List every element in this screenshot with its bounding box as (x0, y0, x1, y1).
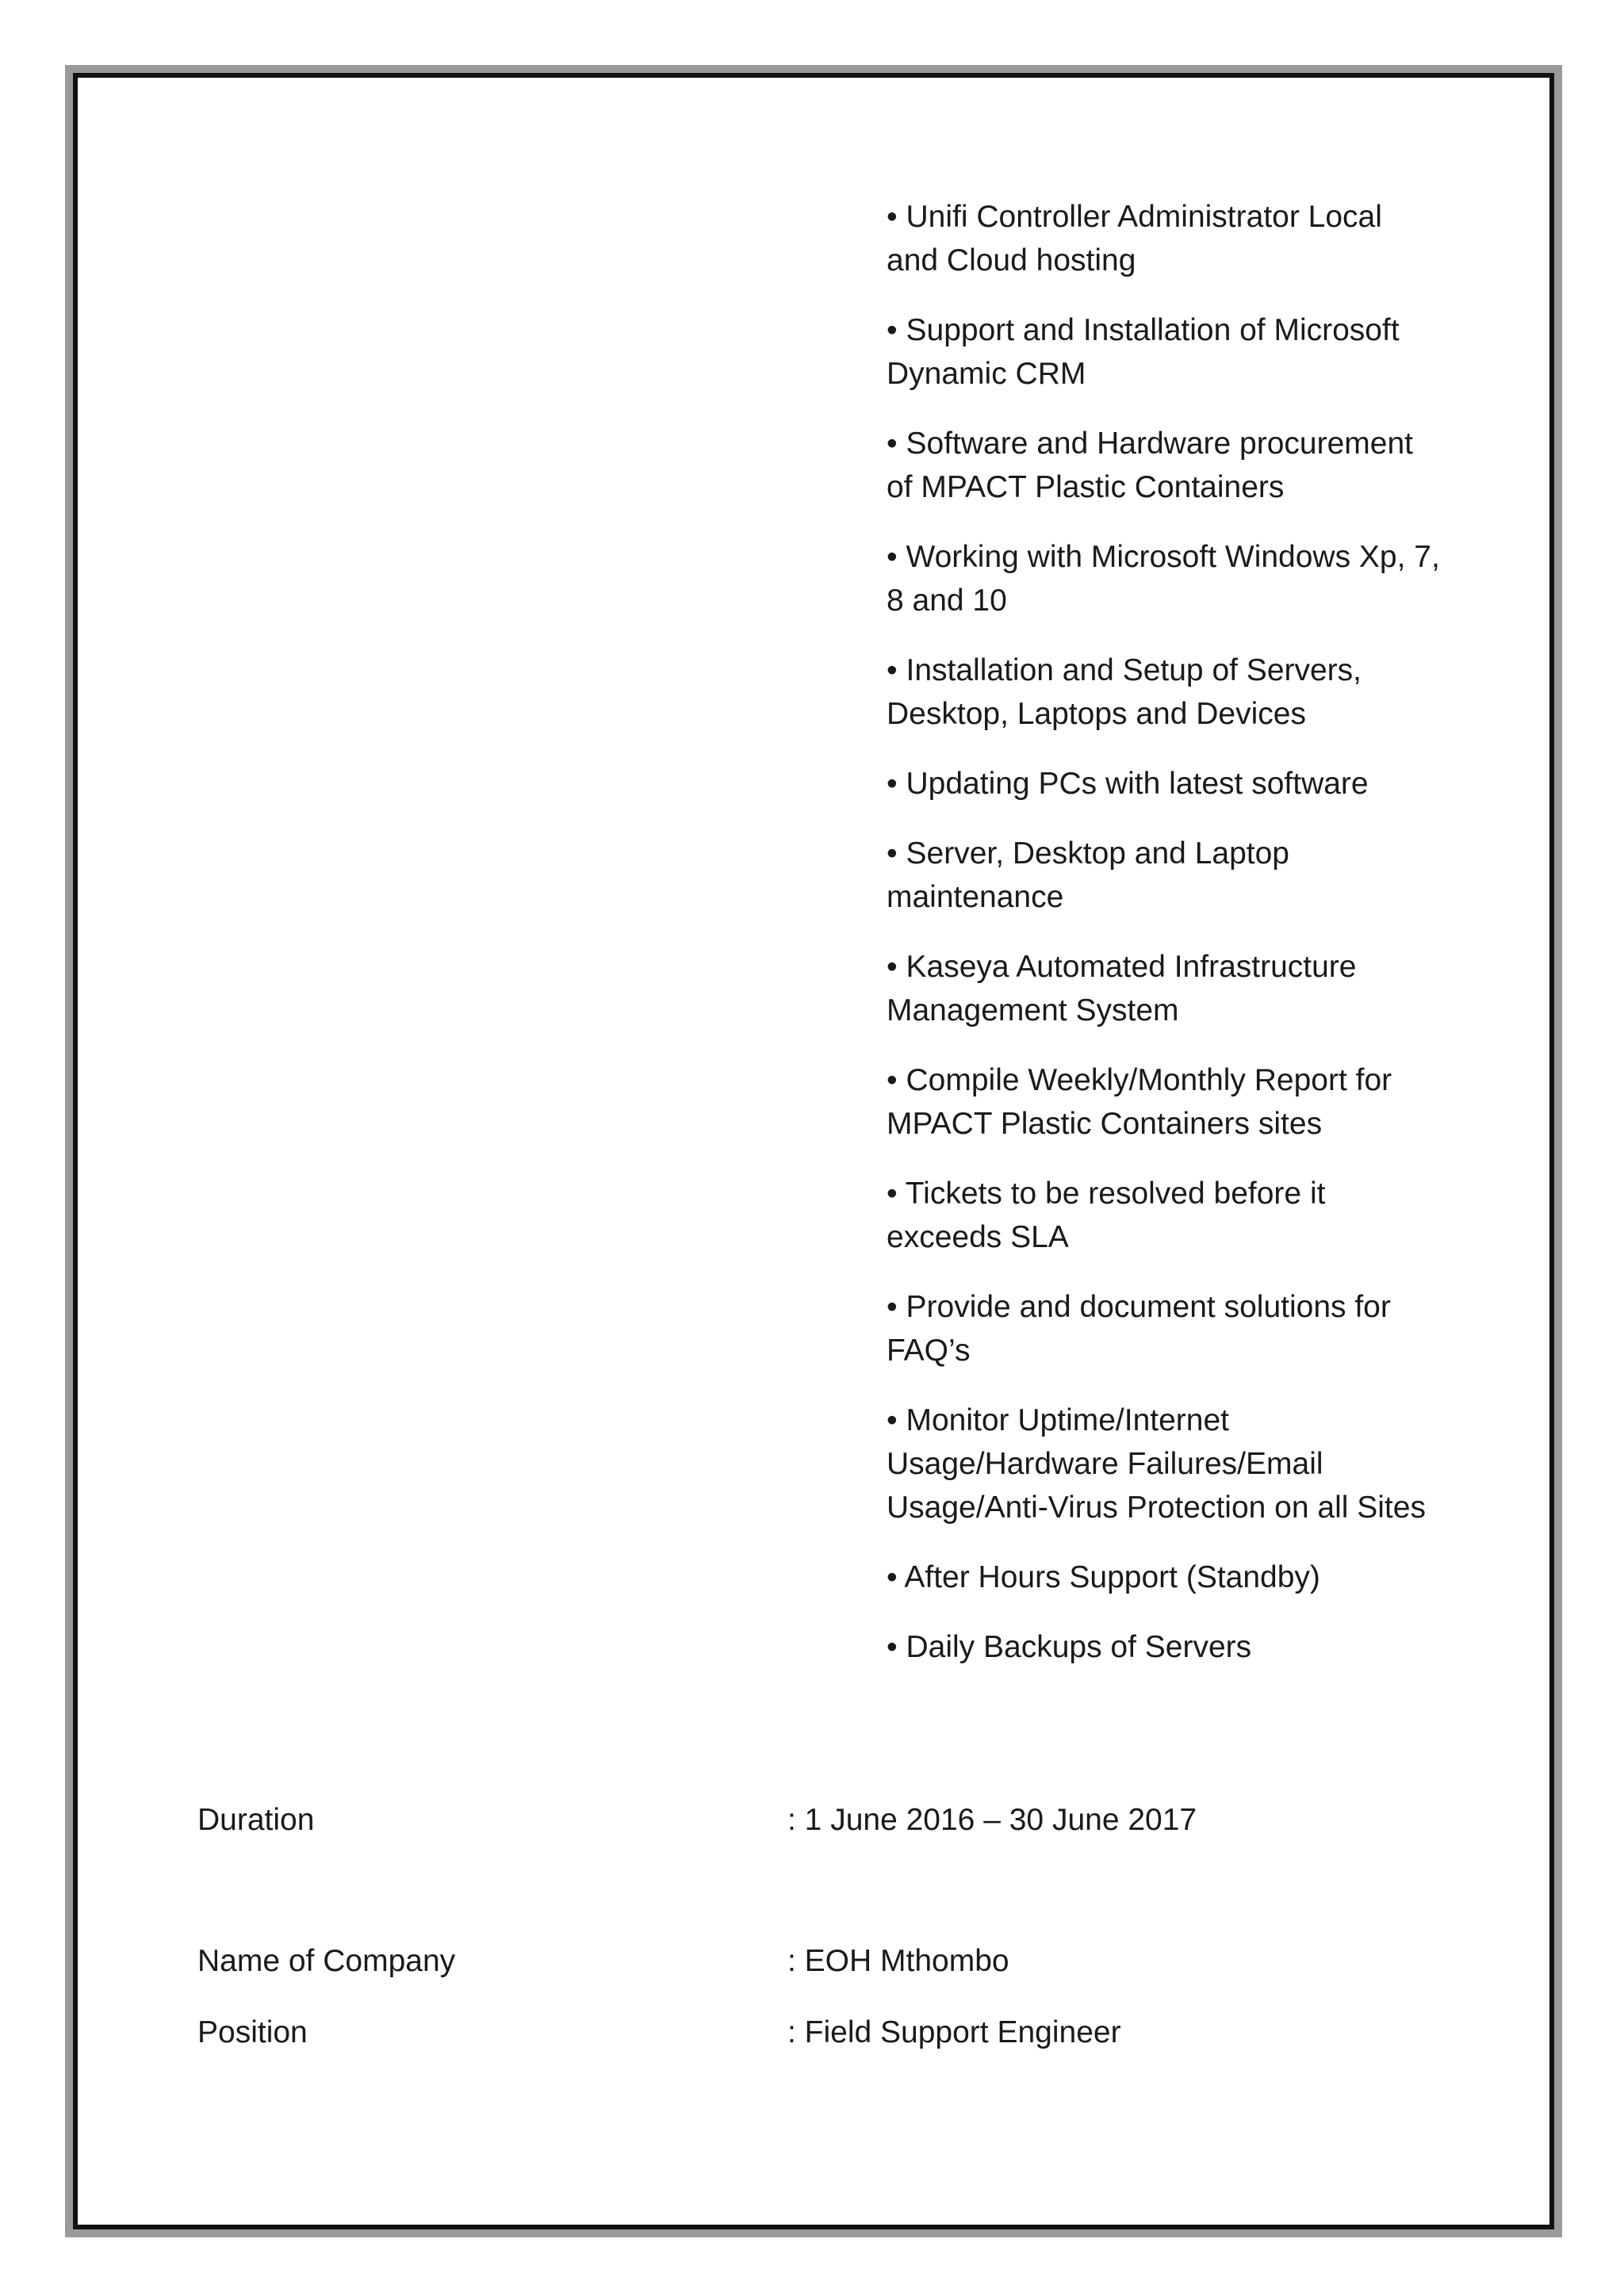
duration-value: : 1 June 2016 – 30 June 2017 (787, 1803, 1197, 1837)
list-item-text: Monitor Uptime/Internet Usage/Hardware Failures/Email Usage/Anti-Virus Protection on all Sites (887, 1403, 1426, 1525)
list-item-text: Kaseya Automated Infrastructure Management System (887, 950, 1357, 1027)
bullet-icon: • (887, 767, 898, 801)
duration-label: Duration (197, 1803, 315, 1837)
bullet-icon: • (887, 1560, 898, 1594)
list-item-text: Unifi Controller Administrator Local and Cloud hosting (887, 200, 1382, 277)
list-item-text: Daily Backups of Servers (906, 1630, 1252, 1664)
list-item-text: After Hours Support (Standby) (904, 1560, 1320, 1594)
list-item-text: Installation and Setup of Servers, Desktop, Laptops and Devices (887, 653, 1362, 731)
duration-row (197, 1798, 1466, 1842)
list-item (887, 1556, 1442, 1599)
responsibilities-list (887, 195, 1442, 1669)
bullet-icon: • (887, 950, 898, 984)
bullet-icon: • (887, 1177, 898, 1211)
list-item-text: Updating PCs with latest software (906, 767, 1369, 801)
list-item (887, 832, 1442, 919)
bullet-icon: • (887, 427, 898, 461)
company-value: : EOH Mthombo (787, 1944, 1009, 1978)
list-item (887, 195, 1442, 282)
list-item (887, 1285, 1442, 1372)
list-item (887, 1058, 1442, 1146)
list-item (887, 535, 1442, 622)
bullet-icon: • (887, 1063, 898, 1097)
bullet-icon: • (887, 200, 898, 234)
list-item-text: Provide and document solutions for FAQ’s (887, 1290, 1391, 1368)
list-item-text: Compile Weekly/Monthly Report for MPACT Plastic Containers sites (887, 1063, 1392, 1141)
list-item (887, 649, 1442, 736)
bullet-icon: • (887, 653, 898, 687)
bullet-icon: • (887, 1290, 898, 1324)
list-item (887, 1625, 1442, 1669)
list-item-text: Support and Installation of Microsoft Dynamic CRM (887, 313, 1400, 391)
company-row (197, 1939, 1466, 1983)
company-label: Name of Company (197, 1944, 456, 1978)
list-item (887, 762, 1442, 806)
bullet-icon: • (887, 540, 898, 574)
position-label: Position (197, 2015, 308, 2049)
position-value: : Field Support Engineer (787, 2015, 1121, 2049)
list-item (887, 1172, 1442, 1259)
list-item (887, 308, 1442, 396)
list-item-text: Server, Desktop and Laptop maintenance (887, 836, 1289, 914)
list-item (887, 422, 1442, 509)
list-item (887, 945, 1442, 1032)
list-item-text: Software and Hardware procurement of MPACT Plastic Containers (887, 427, 1413, 504)
list-item-text: Tickets to be resolved before it exceeds SLA (887, 1177, 1326, 1254)
bullet-icon: • (887, 313, 898, 347)
bullet-icon: • (887, 1630, 898, 1664)
bullet-icon: • (887, 1403, 898, 1437)
bullet-icon: • (887, 836, 898, 871)
position-row (197, 2011, 1466, 2054)
list-item-text: Working with Microsoft Windows Xp, 7, 8 and 10 (887, 540, 1440, 618)
list-item (887, 1399, 1442, 1529)
